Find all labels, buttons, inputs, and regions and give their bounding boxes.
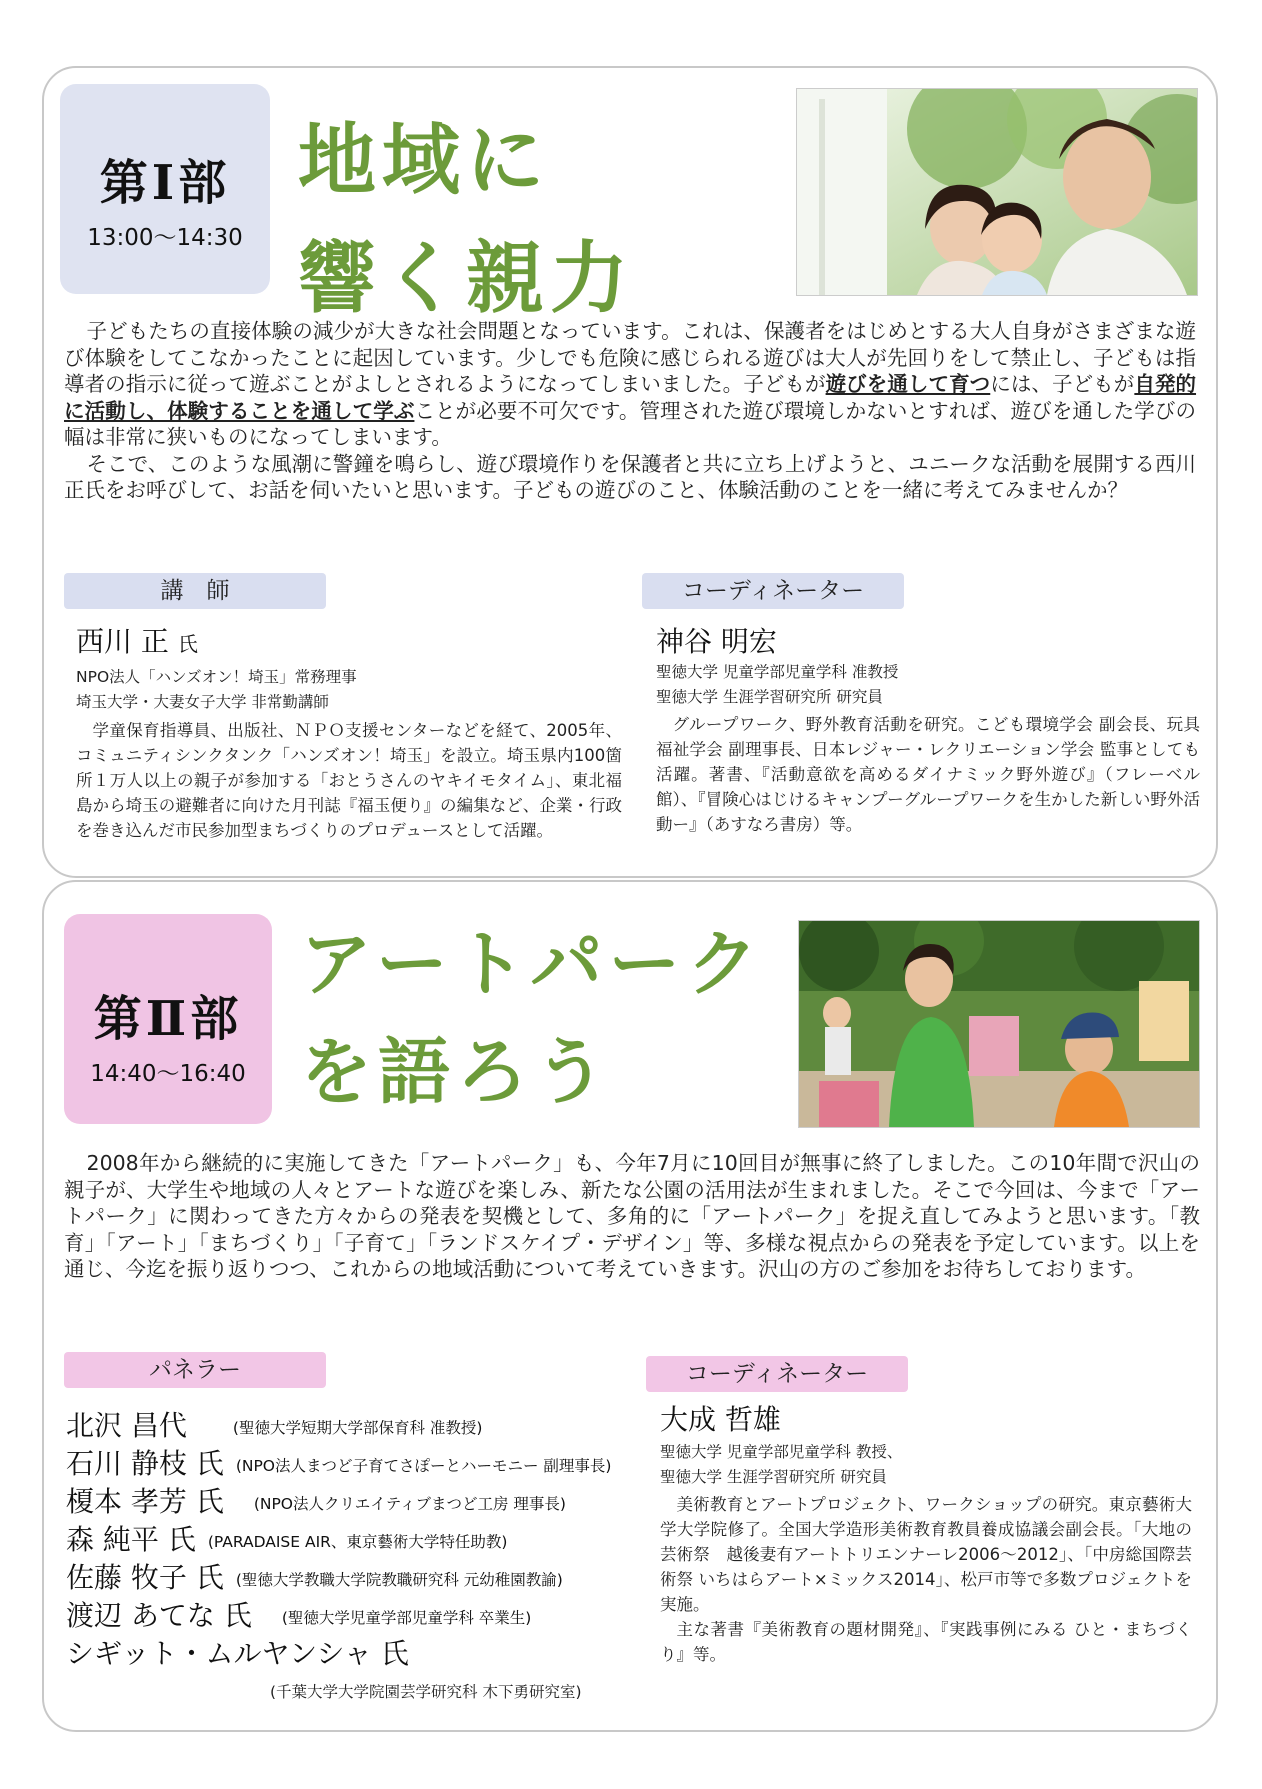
panelist-6-affiliation: (聖徳大学児童学部児童学科 卒業生) (281, 1609, 532, 1627)
part1-body-emphasis-2: 自発的に活動し、体験することを通して学ぶ (64, 372, 1197, 423)
coordinator1-affiliation-2: 聖徳大学 生涯学習研究所 研究員 (656, 688, 883, 706)
coordinator2-tag: コーディネーター (646, 1356, 908, 1392)
coordinator2-affiliation-1: 聖徳大学 児童学部児童学科 教授、 (660, 1443, 903, 1461)
coordinator1-name: 神谷 明宏 (656, 625, 777, 658)
coordinator1-description-text: グループワーク、野外教育活動を研究。こども環境学会 副会長、玩具福祉学会 副理事長、日本レジャー・レクリエーション学会 監事としても活躍。著書、『活動意欲を高めるダイナミック野外遊び』（フレーベル館）、『冒険心はじけるキャンプーグループワークを生かした新しい野外活動ー』（あすなろ書房）等。 (656, 715, 1200, 834)
panelist-6 (66, 1594, 531, 1634)
panelist-2 (66, 1442, 611, 1482)
panelist-2-affiliation: (NPO法人まつど子育てさぽーとハーモニー 副理事長) (235, 1457, 612, 1475)
lecturer-affiliation-2: 埼玉大学・大妻女子大学 非常勤講師 (76, 693, 329, 711)
coordinator2-description-2: 主な著書『美術教育の題材開発』、『実践事例にみる ひと・まちづくり』等。 (660, 1620, 1192, 1664)
lecturer-honorific: 氏 (177, 632, 198, 656)
part1-title: 地域に 響く親力 (298, 116, 635, 324)
panelist-7-name: シギット・ムルヤンシャ 氏 (66, 1637, 409, 1670)
coordinator2-description (660, 1492, 1192, 1667)
panelist-4-name: 森 純平 氏 (66, 1523, 196, 1556)
part1-body-paragraph-2: そこで、このような風潮に警鐘を鳴らし、遊び環境作りを保護者と共に立ち上げようと、ユニークな活動を展開する西川正氏をお呼びして、お話を伺いたいと思います。子どもの遊びのこと、体験活動のことを一緒に考えてみませんか？ (64, 451, 1196, 502)
panelist-6-name: 渡辺 あてな 氏 (66, 1599, 252, 1632)
lecturer-name-text: 西川 正 (76, 625, 169, 658)
coordinator2-affiliation-2: 聖徳大学 生涯学習研究所 研究員 (660, 1468, 887, 1486)
part2-label-box (64, 914, 272, 1124)
part2-title: アートパーク を語ろう (300, 922, 765, 1114)
panelist-tag: パネラー (64, 1352, 326, 1388)
lecturer-affiliation (76, 665, 357, 715)
part2-time: 14:40〜16:40 (90, 1061, 246, 1087)
part2-body (64, 1150, 1200, 1283)
part2-body-text: 2008年から継続的に実施してきた「アートパーク」も、今年7月に10回目が無事に終了しました。この10年間で沢山の親子が、大学生や地域の人々とアートな遊びを楽しみ、新たな公園の活用法が生まれました。そこで今回は、今まで「アートパーク」に関わってきた方々からの発表を契機として、多角的に「アートパーク」を捉え直してみようと思います。「教育」「アート」「まちづくり」「子育て」「ランドスケイプ・デザイン」等、多様な視点からの発表を予定しています。以上を通じ、今迄を振り返りつつ、これからの地域活動について考えていきます。沢山の方のご参加をお待ちしております。 (64, 1151, 1200, 1281)
part1-time: 13:00〜14:30 (87, 225, 243, 251)
part2-label: 第Ⅱ部 (93, 991, 243, 1047)
lecturer-tag: 講 師 (64, 573, 326, 609)
coordinator2-affiliation (660, 1440, 902, 1490)
lecturer-description (76, 718, 622, 843)
coordinator1-affiliation-1: 聖徳大学 児童学部児童学科 准教授 (656, 663, 899, 681)
panelist-5-affiliation: (聖徳大学教職大学院教職研究科 元幼稚園教諭) (235, 1571, 563, 1589)
panelist-4-affiliation: (PARADAISE AIR、東京藝術大学特任助教) (207, 1533, 508, 1551)
lecturer-description-text: 学童保育指導員、出版社、ＮＰＯ支援センターなどを経て、2005年、コミュニティシンクタンク「ハンズオン！埼玉」を設立。埼玉県内100箇所１万人以上の親子が参加する「おとうさんのヤキイモタイム」、東北福島から埼玉の避難者に向けた月刊誌『福玉便り』の編集など、企業・行政を巻き込んだ市民参加型まちづくりのプロデュースとして活躍。 (76, 721, 622, 840)
part1-body-emphasis-1: 遊びを通して育つ (825, 372, 991, 396)
lecturer-affiliation-1: NPO法人「ハンズオン！埼玉」常務理事 (76, 668, 357, 686)
panelist-3 (66, 1480, 566, 1520)
panelist-1 (66, 1404, 482, 1444)
panelist-7 (66, 1632, 409, 1672)
lecturer-name (76, 620, 198, 660)
panelist-7-affiliation: (千葉大学大学院園芸学研究科 木下勇研究室) (270, 1683, 582, 1701)
art-park-photo (798, 920, 1200, 1128)
panelist-3-name: 榎本 孝芳 氏 (66, 1485, 224, 1518)
panelist-1-name: 北沢 昌代 (66, 1409, 187, 1442)
coordinator2-description-1: 美術教育とアートプロジェクト、ワークショップの研究。東京藝術大学大学院修了。全国大学造形美術教育教員養成協議会副会長。「大地の芸術祭 越後妻有アートトリエンナーレ2006〜2012」、「中房総国際芸術祭 いちはらアート×ミックス2014」、松戸市等で多数プロジェクトを実施。 (660, 1495, 1192, 1614)
panelist-5 (66, 1556, 563, 1596)
coordinator1-tag: コーディネーター (642, 573, 904, 609)
panelist-4 (66, 1518, 507, 1558)
part1-body-text-b: には、子どもが (990, 372, 1135, 396)
part1-body (64, 318, 1196, 504)
panelist-5-name: 佐藤 牧子 氏 (66, 1561, 224, 1594)
part1-label-box (60, 84, 270, 294)
family-photo (796, 88, 1198, 296)
panelist-1-affiliation: (聖徳大学短期大学部保育科 准教授) (232, 1419, 483, 1437)
part1-label: 第Ⅰ部 (99, 155, 231, 211)
part1-body-text-c: ことが必要不可欠です。管理された遊び環境しかないとすれば、遊びを通した学びの幅は非常に狭いものになってしまいます。 (64, 398, 1197, 449)
part1-body-text-a: 子どもたちの直接体験の減少が大きな社会問題となっています。これは、保護者をはじめとする大人自身がさまざまな遊び体験をしてこなかったことに起因しています。少しでも危険に感じられる遊びは大人が先回りをして禁止し、子どもは指導者の指示に従って遊ぶことがよしとされるようになってしまいました。子どもが (64, 319, 1196, 396)
panelist-2-name: 石川 静枝 氏 (66, 1447, 224, 1480)
coordinator1-description (656, 712, 1200, 837)
coordinator1-affiliation (656, 660, 898, 710)
panelist-3-affiliation: (NPO法人クリエイティブまつど工房 理事長) (253, 1495, 566, 1513)
coordinator2-name: 大成 哲雄 (660, 1403, 781, 1436)
